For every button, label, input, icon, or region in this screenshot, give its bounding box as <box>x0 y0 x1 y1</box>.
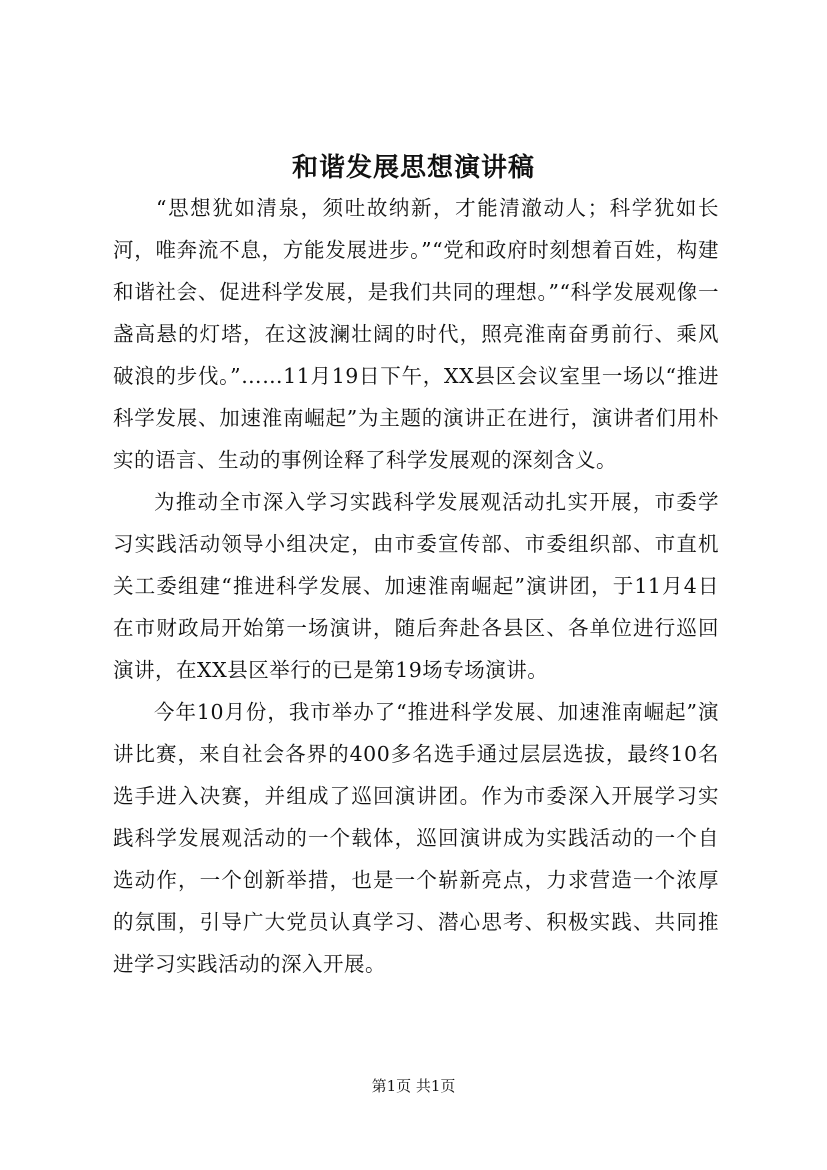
document-body <box>113 187 719 985</box>
paragraph-3: 今年10月份，我市举办了“推进科学发展、加速淮南崛起”演讲比赛，来自社会各界的400多名选手通过层层选拔，最终10名选手进入决赛，并组成了巡回演讲团。作为市委深入开展学习实践科学发展观活动的一个载体，巡回演讲成为实践活动的一个自选动作，一个创新举措，也是一个崭新亮点，力求营造一个浓厚的氛围，引导广大党员认真学习、潜心思考、积极实践、共同推进学习实践活动的深入开展。 <box>113 700 719 976</box>
page-number-footer: 第1页 共1页 <box>371 1077 456 1095</box>
paragraph-1: “思想犹如清泉，须吐故纳新，才能清澈动人；科学犹如长河，唯奔流不息，方能发展进步。”“党和政府时刻想着百姓，构建和谐社会、促进科学发展，是我们共同的理想。”“科学发展观像一盏高悬的灯塔，在这波澜壮阔的时代，照亮淮南奋勇前行、乘风破浪的步伐。”……11月19日下午，XX县区会议室里一场以“推进科学发展、加速淮南崛起”为主题的演讲正在进行，演讲者们用朴实的语言、生动的事例诠释了科学发展观的深刻含义。 <box>113 196 719 472</box>
paragraph-2: 为推动全市深入学习实践科学发展观活动扎实开展，市委学习实践活动领导小组决定，由市委宣传部、市委组织部、市直机关工委组建“推进科学发展、加速淮南崛起”演讲团，于11月4日在市财政局开始第一场演讲，随后奔赴各县区、各单位进行巡回演讲，在XX县区举行的已是第19场专场演讲。 <box>113 490 719 682</box>
page-title: 和谐发展思想演讲稿 <box>291 153 535 183</box>
